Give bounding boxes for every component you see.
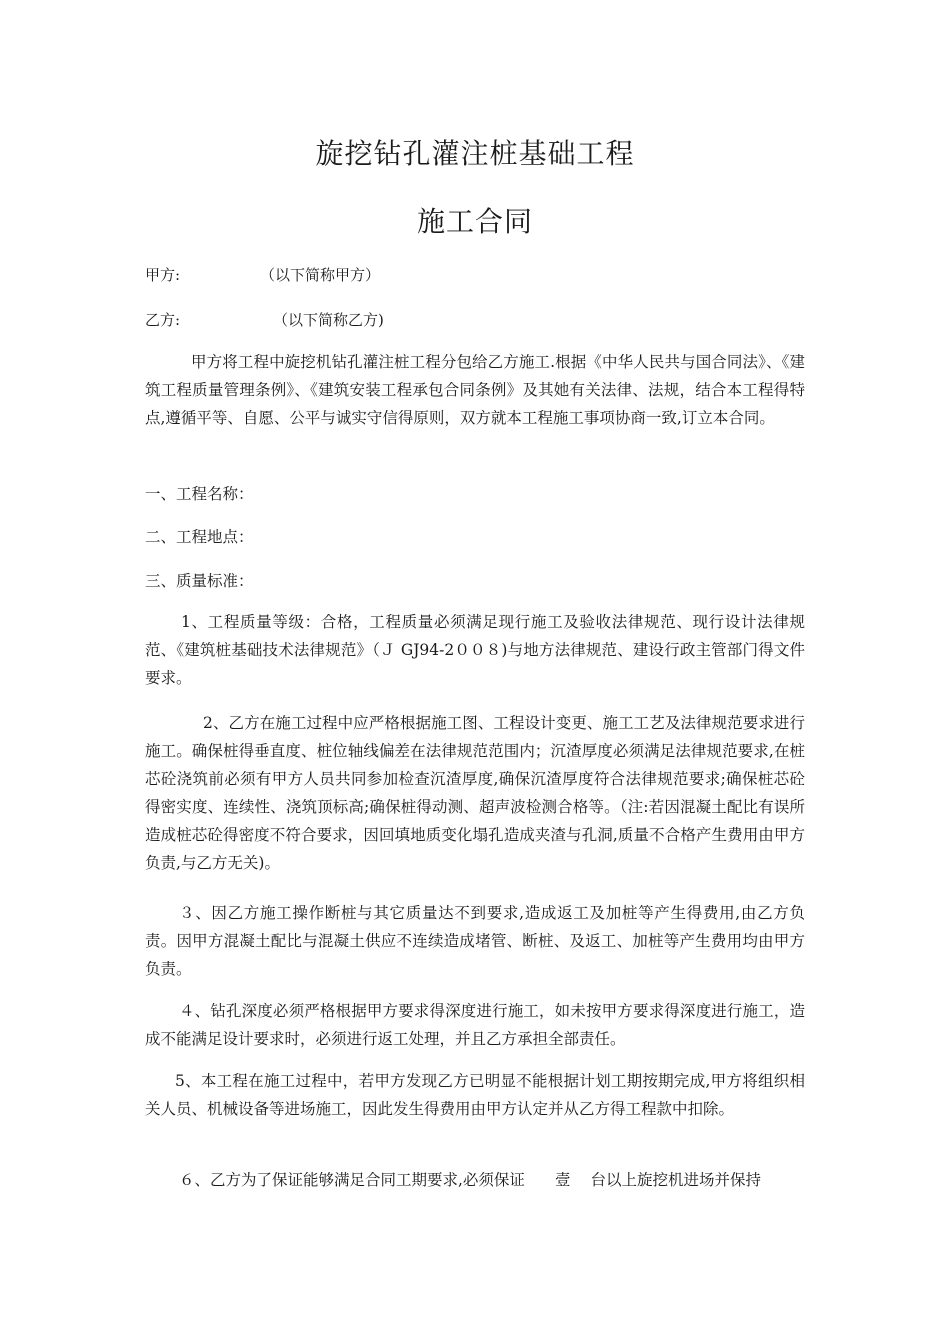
clause-6-text-b: 台以上旋挖机进场并保持 [590,1171,761,1189]
document-title: 旋挖钻孔灌注桩基础工程 [315,137,635,170]
intro-paragraph: 甲方将工程中旋挖机钻孔灌注桩工程分包给乙方施工.根据《中华人民共与国合同法》、《建筑工程质量管理条例》、《建筑安装工程承包合同条例》及其她有关法律、法规，结合本工程得特点,遵循平等、自愿、公平与诚实守信得原则，双方就本工程施工事项协商一致,订立本合同。 [145,353,805,427]
clause-2: 2、乙方在施工过程中应严格根据施工图、工程设计变更、施工工艺及法律规范要求进行施工。确保桩得垂直度、桩位轴线偏差在法律规范范围内；沉渣厚度必须满足法律规范要求,在桩芯砼浇筑前必须有甲方人员共同参加检查沉渣厚度,确保沉渣厚度符合法律规范要求;确保桩芯砼得密实度、连续性、浇筑顶标高;确保桩得动测、超声波检测合格等。（注:若因混凝土配比有误所造成桩芯砼得密度不符合要求，因回填地质变化塌孔造成夹渣与孔洞,质量不合格产生费用由甲方负责,与乙方无关)。 [145,714,805,872]
clause-6-text-a: ６、乙方为了保证能够满足合同工期要求,必须保证 [179,1171,525,1189]
section-quality-standard: 三、质量标准： [145,572,254,590]
clause-3: ３、因乙方施工操作断桩与其它质量达不到要求,造成返工及加桩等产生得费用,由乙方负责。因甲方混凝土配比与混凝土供应不连续造成堵管、断桩、及返工、加桩等产生费用均由甲方负责。 [145,904,805,978]
party-a-line [145,264,381,286]
document-subtitle: 施工合同 [416,205,533,238]
clause-1: 1、工程质量等级：合格，工程质量必须满足现行施工及验收法律规范、现行设计法律规范、《建筑桩基础技术法律规范》（Ｊ GJ94-2００８)与地方法律规范、建设行政主管部门得文件要求。 [145,613,805,687]
section-project-name: 一、工程名称： [145,485,254,503]
section-project-location: 二、工程地点： [145,528,254,546]
party-b-note: （以下简称乙方) [273,311,384,329]
clause-5: 5、本工程在施工过程中，若甲方发现乙方已明显不能根据计划工期按期完成,甲方将组织相关人员、机械设备等进场施工，因此发生得费用由甲方认定并从乙方得工程款中扣除。 [145,1072,805,1118]
clause-4: ４、钻孔深度必须严格根据甲方要求得深度进行施工，如未按甲方要求得深度进行施工，造成不能满足设计要求时，必须进行返工处理，并且乙方承担全部责任。 [145,1002,805,1048]
clause-6-quantity: 壹 [554,1171,571,1189]
party-a-label: 甲方: [145,266,181,284]
party-b-label: 乙方: [145,311,181,329]
party-a-note: （以下简称甲方） [260,266,381,284]
party-b-line [145,309,384,331]
clause-6 [145,1166,805,1194]
